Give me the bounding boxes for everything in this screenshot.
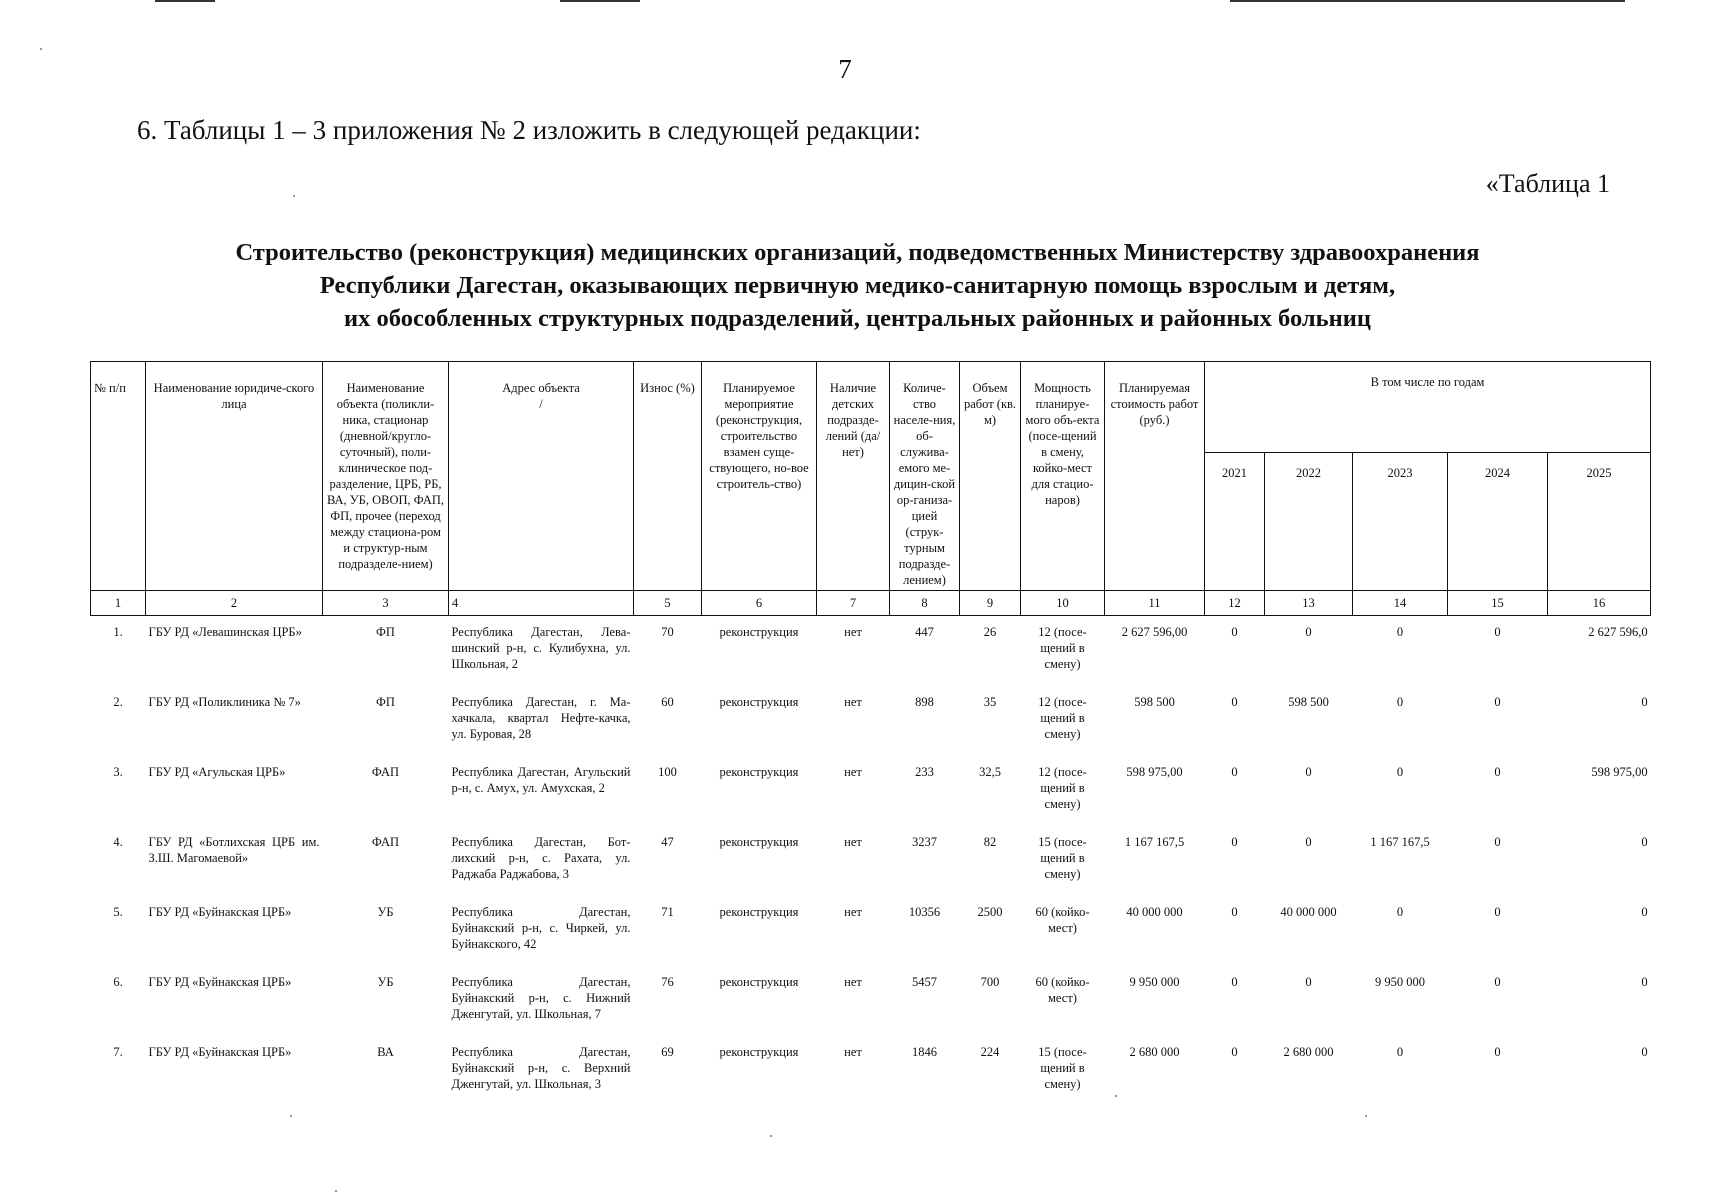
cell-wear: 76: [661, 975, 674, 989]
table-reference: «Таблица 1: [1485, 169, 1610, 198]
column-number: 1: [91, 591, 146, 616]
column-number: 8: [890, 591, 960, 616]
cell-planned-event: реконструкция: [719, 835, 799, 849]
cell-cost: 598 975,00: [1126, 765, 1183, 779]
header-wear: Износ (%): [634, 362, 702, 591]
scan-speck: [290, 1115, 292, 1117]
cell-year-2022: 0: [1305, 625, 1312, 639]
cell-capacity: 15 (посе-щений в смену): [1038, 1045, 1087, 1091]
cell-wear: 69: [661, 1045, 674, 1059]
header-year-2022: 2022: [1265, 453, 1353, 591]
cell-object-type: ВА: [377, 1045, 394, 1059]
cell-children-units: нет: [844, 835, 862, 849]
header-num: № п/п: [91, 362, 146, 591]
cell-year-2023: 0: [1396, 625, 1404, 639]
cell-object-type: ФП: [376, 625, 395, 639]
cell-cost: 2 627 596,00: [1121, 625, 1188, 639]
cell-object-type: УБ: [377, 905, 394, 919]
title-line: Строительство (реконструкция) медицинских организаций, подведомственных Министерству здравоохранения: [235, 239, 1480, 266]
cell-cost: 40 000 000: [1126, 905, 1183, 919]
title-line: их обособленных структурных подразделений, центральных районных и районных больниц: [344, 305, 1371, 332]
header-year-2025: 2025: [1548, 453, 1651, 591]
cell-address: Республика Дагестан, Буйнакский р-н, с. Нижний Дженгутай, ул. Школьная, 7: [451, 975, 631, 1021]
cell-year-2022: 0: [1305, 975, 1312, 989]
cell-capacity: 60 (койко-мест): [1035, 905, 1090, 935]
column-number: 5: [634, 591, 702, 616]
scan-edge-line: [1230, 0, 1625, 2]
cell-year-2024: 0: [1494, 1045, 1501, 1059]
scan-edge-line: [155, 0, 215, 2]
cell-wear: 71: [661, 905, 674, 919]
cell-work-volume: 2500: [977, 905, 1003, 919]
column-number: 14: [1353, 591, 1448, 616]
cell-object-type: УБ: [377, 975, 394, 989]
cell-children-units: нет: [844, 695, 862, 709]
cell-year-2025: 0: [1641, 1045, 1648, 1059]
table-row: [91, 616, 1651, 687]
cell-address: Республика Дагестан, Агульский р-н, с. Амух, ул. Амухская, 2: [451, 765, 631, 795]
column-number: 13: [1265, 591, 1353, 616]
table-row: [91, 966, 1651, 1036]
header-by-years: В том числе по годам: [1205, 362, 1651, 453]
cell-capacity: 12 (посе-щений в смену): [1038, 765, 1087, 811]
scan-edge-line: [560, 0, 640, 2]
cell-cost: 598 500: [1134, 695, 1175, 709]
cell-work-volume: 82: [983, 835, 997, 849]
cell-wear: 47: [661, 835, 674, 849]
header-legal-entity: Наименование юридиче-ского лица: [146, 362, 323, 591]
scan-speck: [293, 195, 295, 197]
cell-year-2023: 9 950 000: [1375, 975, 1425, 989]
column-number: 15: [1448, 591, 1548, 616]
cell-year-2025: 598 975,00: [1591, 765, 1648, 779]
scan-speck: [40, 48, 42, 50]
cell-year-2021: 0: [1231, 765, 1238, 779]
cell-legal-entity: ГБУ РД «Левашинская ЦРБ»: [148, 625, 302, 639]
header-population: Количе-ство населе-ния, об-служива-емого ме-дицин-ской ор-ганиза-цией (струк-турным подразде-лением): [890, 362, 960, 591]
cell-work-volume: 700: [980, 975, 1000, 989]
table-row: [91, 1036, 1651, 1106]
table-row: [91, 756, 1651, 826]
cell-legal-entity: ГБУ РД «Ботлихская ЦРБ им. З.Ш. Магомаевой»: [148, 835, 320, 865]
cell-population: 898: [915, 695, 934, 709]
cell-year-2021: 0: [1231, 835, 1238, 849]
cell-population: 5457: [912, 975, 937, 989]
cell-capacity: 15 (посе-щений в смену): [1038, 835, 1087, 881]
cell-population: 1846: [912, 1045, 937, 1059]
cell-year-2023: 0: [1396, 905, 1404, 919]
cell-num: 4.: [113, 835, 123, 849]
cell-year-2024: 0: [1494, 835, 1501, 849]
cell-year-2023: 0: [1396, 1045, 1404, 1059]
cell-address: Республика Дагестан, Лева-шинский р-н, с. Кулибухна, ул. Школьная, 2: [451, 625, 631, 671]
cell-planned-event: реконструкция: [719, 765, 799, 779]
cell-year-2023: 0: [1396, 695, 1404, 709]
cell-cost: 2 680 000: [1129, 1045, 1180, 1059]
cell-year-2025: 2 627 596,0: [1588, 625, 1648, 639]
header-planned-event: Планируемое мероприятие (реконструкция, строительство взамен суще-ствующего, но-вое строитель-ство): [702, 362, 817, 591]
cell-cost: 9 950 000: [1129, 975, 1180, 989]
column-number: 9: [960, 591, 1021, 616]
cell-year-2021: 0: [1231, 625, 1238, 639]
table-row: [91, 686, 1651, 756]
cell-capacity: 60 (койко-мест): [1035, 975, 1090, 1005]
cell-address: Республика Дагестан, Буйнакский р-н, с. Чиркей, ул. Буйнакского, 42: [451, 905, 631, 951]
header-capacity: Мощность планируе-мого объ-екта (посе-щений в смену, койко-мест для стацио-наров): [1021, 362, 1105, 591]
cell-address: Республика Дагестан, Бот-лихский р-н, с. Рахата, ул. Раджаба Раджабова, 3: [451, 835, 631, 881]
cell-legal-entity: ГБУ РД «Буйнакская ЦРБ»: [148, 975, 292, 989]
cell-planned-event: реконструкция: [719, 1045, 799, 1059]
cell-planned-event: реконструкция: [719, 905, 799, 919]
cell-year-2025: 0: [1641, 695, 1648, 709]
cell-year-2023: 0: [1396, 765, 1404, 779]
column-number: 6: [702, 591, 817, 616]
cell-year-2024: 0: [1494, 695, 1501, 709]
header-year-2023: 2023: [1353, 453, 1448, 591]
cell-year-2022: 40 000 000: [1280, 905, 1337, 919]
cell-capacity: 12 (посе-щений в смену): [1038, 695, 1087, 741]
cell-address: Республика Дагестан, Буйнакский р-н, с. Верхний Дженгутай, ул. Школьная, 3: [451, 1045, 631, 1091]
header-year-2021: 2021: [1205, 453, 1265, 591]
cell-year-2025: 0: [1641, 835, 1648, 849]
cell-address: Республика Дагестан, г. Ма-хачкала, квартал Нефте-качка, ул. Буровая, 28: [451, 695, 631, 741]
header-address-mark: /: [539, 397, 543, 411]
title-line: Республики Дагестан, оказывающих первичную медико-санитарную помощь взрослым и детям,: [319, 272, 1396, 299]
column-number: 7: [817, 591, 890, 616]
cell-year-2022: 598 500: [1288, 695, 1329, 709]
header-children-units: Наличие детских подразде-лений (да/нет): [817, 362, 890, 591]
cell-year-2025: 0: [1641, 975, 1648, 989]
cell-year-2024: 0: [1494, 625, 1501, 639]
table-body: [91, 591, 1651, 1107]
cell-population: 10356: [908, 905, 941, 919]
cell-children-units: нет: [844, 905, 862, 919]
cell-object-type: ФАП: [371, 835, 400, 849]
header-year-2024: 2024: [1448, 453, 1548, 591]
cell-num: 3.: [113, 765, 123, 779]
cell-num: 6.: [113, 975, 123, 989]
column-number: 11: [1105, 591, 1205, 616]
cell-planned-event: реконструкция: [719, 625, 799, 639]
scan-speck: [770, 1135, 772, 1137]
page-number: 7: [838, 54, 852, 84]
cell-num: 5.: [113, 905, 123, 919]
construction-table: [90, 361, 1651, 1106]
table-title: [80, 236, 1635, 335]
scan-speck: [1365, 1115, 1367, 1117]
cell-year-2022: 0: [1305, 765, 1312, 779]
cell-cost: 1 167 167,5: [1124, 835, 1185, 849]
cell-year-2022: 0: [1305, 835, 1312, 849]
cell-wear: 100: [658, 765, 677, 779]
cell-year-2021: 0: [1231, 1045, 1238, 1059]
cell-children-units: нет: [844, 975, 862, 989]
column-number: 2: [146, 591, 323, 616]
cell-legal-entity: ГБУ РД «Поликлиника № 7»: [148, 695, 301, 709]
cell-num: 1.: [113, 625, 123, 639]
cell-work-volume: 35: [983, 695, 997, 709]
cell-year-2021: 0: [1231, 695, 1238, 709]
scan-speck: [335, 1190, 337, 1192]
cell-population: 447: [915, 625, 934, 639]
amendment-instruction: 6. Таблицы 1 – 3 приложения № 2 изложить в следующей редакции:: [137, 115, 921, 145]
column-number: 3: [323, 591, 449, 616]
header-object-name: Наименование объекта (поликли-ника, стационар (дневной/кругло-суточный), поли-клиническое под-разделение, ЦРБ, РБ, ВА, УБ, ОВОП, ФАП, ФП, прочее (переход между стациона-ром и структур-ным подразделе-нием): [323, 362, 449, 591]
cell-year-2024: 0: [1494, 765, 1501, 779]
cell-legal-entity: ГБУ РД «Буйнакская ЦРБ»: [148, 1045, 292, 1059]
cell-children-units: нет: [844, 765, 862, 779]
cell-population: 233: [915, 765, 934, 779]
cell-wear: 60: [661, 695, 674, 709]
cell-work-volume: 32,5: [979, 765, 1001, 779]
cell-object-type: ФП: [376, 695, 395, 709]
column-number: 10: [1021, 591, 1105, 616]
cell-object-type: ФАП: [371, 765, 400, 779]
cell-work-volume: 224: [980, 1045, 1000, 1059]
cell-children-units: нет: [844, 1045, 862, 1059]
header-address: [449, 362, 634, 591]
cell-year-2024: 0: [1494, 905, 1501, 919]
cell-num: 7.: [113, 1045, 123, 1059]
cell-year-2022: 2 680 000: [1283, 1045, 1334, 1059]
cell-legal-entity: ГБУ РД «Агульская ЦРБ»: [148, 765, 286, 779]
cell-work-volume: 26: [983, 625, 997, 639]
header-cost: Планируемая стоимость работ (руб.): [1105, 362, 1205, 591]
cell-year-2021: 0: [1231, 905, 1238, 919]
table-row: [91, 826, 1651, 896]
column-number: 12: [1205, 591, 1265, 616]
cell-num: 2.: [113, 695, 123, 709]
cell-planned-event: реконструкция: [719, 695, 799, 709]
cell-wear: 70: [661, 625, 674, 639]
cell-year-2024: 0: [1494, 975, 1501, 989]
column-number: 4: [449, 591, 634, 616]
table-row: [91, 896, 1651, 966]
column-number-row: [91, 591, 1651, 616]
cell-year-2021: 0: [1231, 975, 1238, 989]
column-number: 16: [1548, 591, 1651, 616]
cell-planned-event: реконструкция: [719, 975, 799, 989]
header-address-label: Адрес объекта: [502, 381, 580, 395]
header-work-volume: Объем работ (кв. м): [960, 362, 1021, 591]
cell-children-units: нет: [844, 625, 862, 639]
cell-year-2025: 0: [1641, 905, 1648, 919]
cell-capacity: 12 (посе-щений в смену): [1038, 625, 1087, 671]
cell-legal-entity: ГБУ РД «Буйнакская ЦРБ»: [148, 905, 292, 919]
cell-year-2023: 1 167 167,5: [1370, 835, 1430, 849]
cell-population: 3237: [912, 835, 937, 849]
